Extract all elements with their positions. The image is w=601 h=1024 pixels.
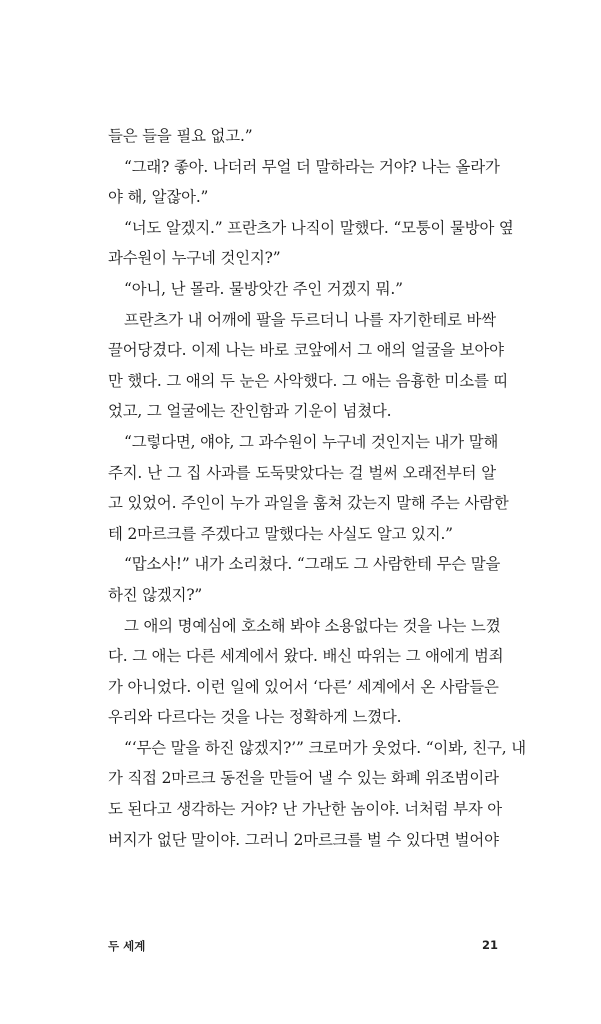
text-line: 과수원이 누구네 것인지?” [108,249,281,268]
running-footer-title: 두 세계 [108,939,146,953]
text-line: 우리와 다르다는 것을 나는 정확하게 느꼈다. [108,708,402,727]
text-line: 그 애의 명예심에 호소해 봐야 소용없다는 것을 나는 느꼈 [124,616,501,635]
text-line: 었고, 그 얼굴에는 잔인함과 기운이 넘쳤다. [108,402,392,421]
text-line: “아니, 난 몰라. 물방앗간 주인 거겠지 뭐.” [124,279,403,298]
text-line: 가 직접 2마르크 동전을 만들어 낼 수 있는 화폐 위조범이라 [108,769,499,788]
text-line: 프란츠가 내 어깨에 팔을 두르더니 나를 자기한테로 바싹 [124,310,496,329]
text-line: 테 2마르크를 주겠다고 말했다는 사실도 알고 있지.” [108,524,453,543]
text-line: 하진 않겠지?” [108,585,203,604]
text-line: “‘무슨 말을 하진 않겠지?’” 크로머가 웃었다. “이봐, 친구, 내 [124,738,526,757]
text-line: “그렇다면, 얘야, 그 과수원이 누구네 것인지는 내가 말해 [124,432,499,451]
text-line: 주지. 난 그 집 사과를 도둑맞았다는 걸 벌써 오래전부터 알 [108,463,496,482]
text-line: 끌어당겼다. 이제 나는 바로 코앞에서 그 애의 얼굴을 보아야 [108,341,504,360]
text-line: “너도 알겠지.” 프란츠가 나직이 말했다. “모퉁이 물방아 옆 [124,218,514,237]
text-line: 도 된다고 생각하는 거야? 난 가난한 놈이야. 너처럼 부자 아 [108,800,503,819]
text-line: 만 했다. 그 애의 두 눈은 사악했다. 그 애는 음흉한 미소를 띠 [108,371,509,390]
text-line: 가 아니었다. 이런 일에 있어서 ‘다른’ 세계에서 온 사람들은 [108,677,499,696]
text-line: 들은 들을 필요 없고.” [108,127,253,145]
text-line: “맙소사!” 내가 소리쳤다. “그래도 그 사람한테 무슨 말을 [124,555,501,574]
page-number: 21 [481,938,498,952]
text-line: 버지가 없단 말이야. 그러니 2마르크를 벌 수 있다면 벌어야 [108,830,499,849]
text-line: 고 있었어. 주인이 누가 과일을 훔쳐 갔는지 말해 주는 사람한 [108,494,509,513]
text-line: 야 해, 알잖아.” [108,188,209,207]
body-text [108,121,526,855]
text-line: 다. 그 애는 다른 세계에서 왔다. 배신 따위는 그 애에게 범죄 [108,647,504,666]
text-line: “그래? 좋아. 나더러 무얼 더 말하라는 거야? 나는 올라가 [124,157,500,176]
